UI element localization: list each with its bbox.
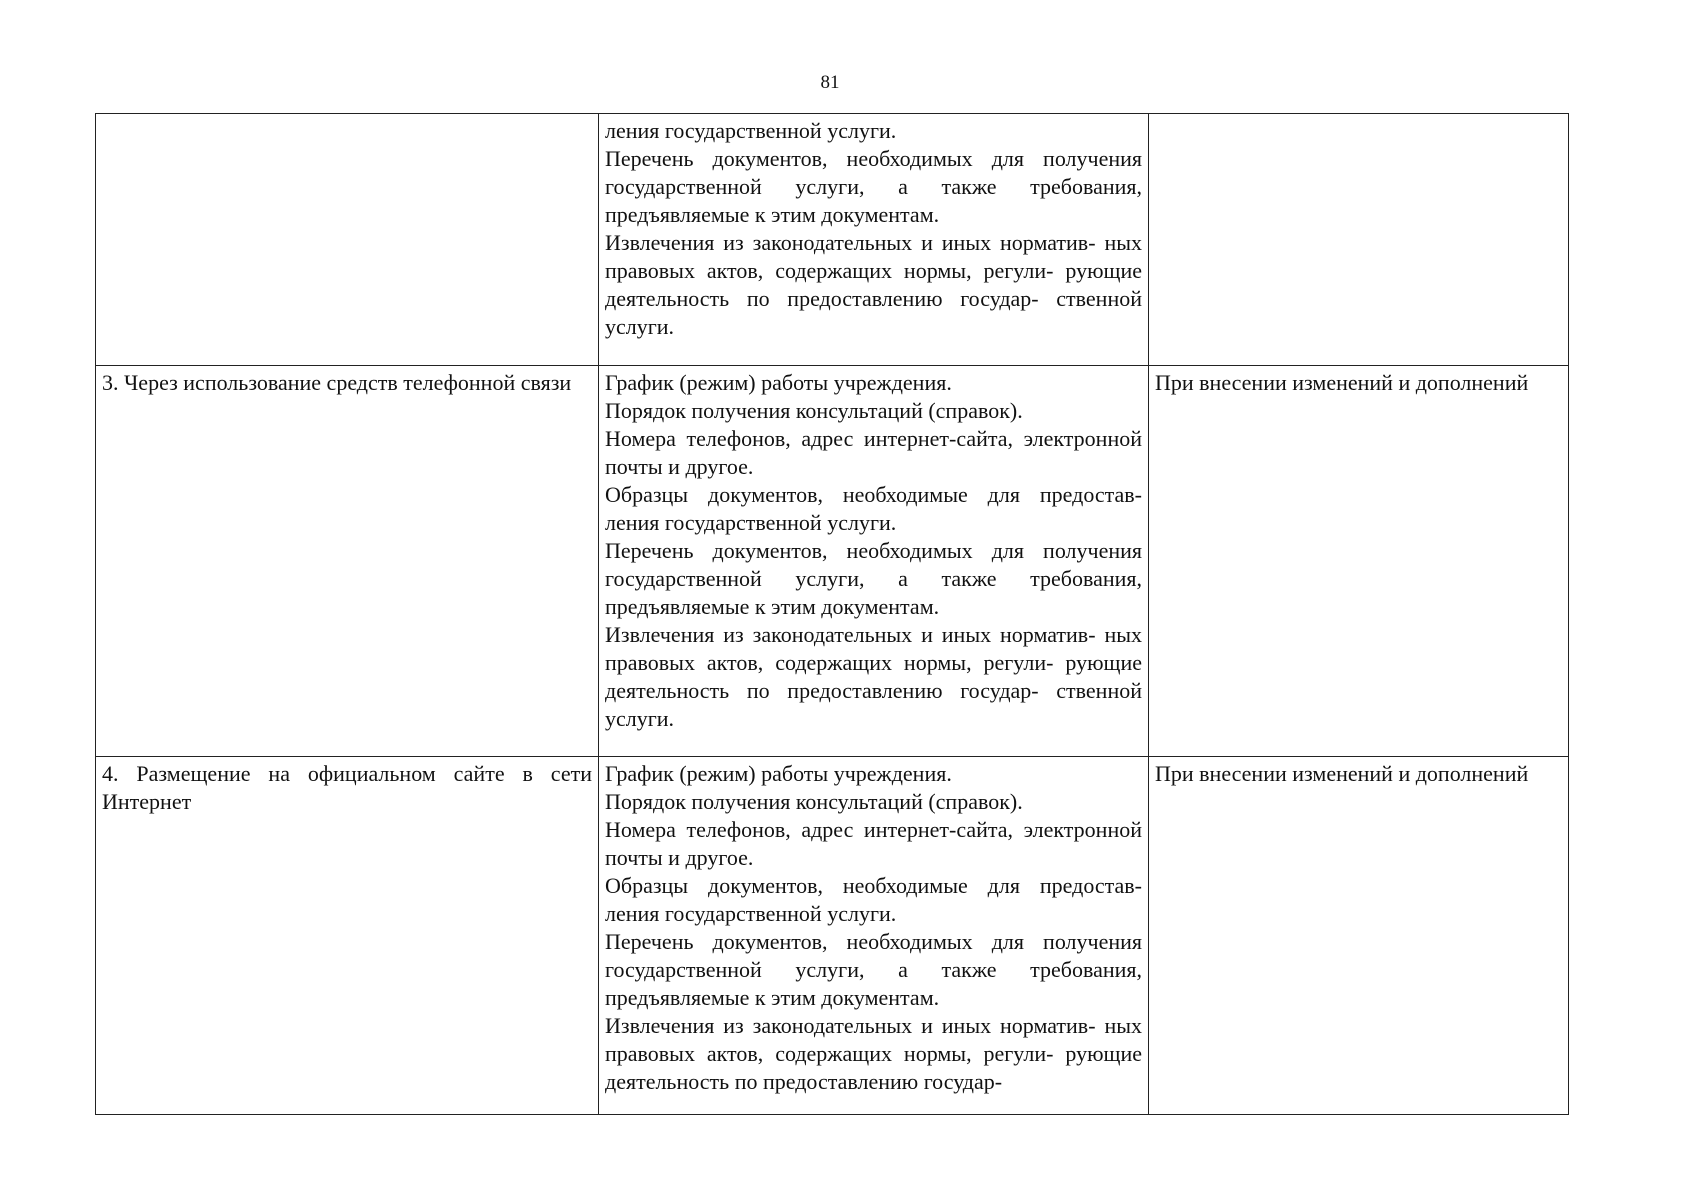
- method-cell: [96, 114, 599, 366]
- content-cell: [599, 366, 1149, 757]
- content-paragraph: Порядок получения консультаций (справок).: [605, 398, 1023, 423]
- method-cell: [96, 366, 599, 757]
- table-row: [96, 366, 1569, 757]
- content-paragraph: ления государственной услуги.: [605, 118, 897, 143]
- frequency-cell: [1149, 757, 1569, 1115]
- frequency-cell: [1149, 114, 1569, 366]
- content-paragraph: Перечень документов, необходимых для получения государственной услуги, а также требования, предъявляемые к этим документам.: [605, 146, 1142, 227]
- content-paragraph: Образцы документов, необходимые для предостав- ления государственной услуги.: [605, 482, 1142, 535]
- info-methods-table: [95, 113, 1569, 1115]
- method-text: 4. Размещение на официальном сайте в сети Интернет: [102, 761, 592, 814]
- page-number: 81: [820, 72, 840, 93]
- content-cell: [599, 757, 1149, 1115]
- table-row: [96, 114, 1569, 366]
- frequency-text: При внесении изменений и дополнений: [1155, 370, 1529, 395]
- content-cell: [599, 114, 1149, 366]
- content-paragraph: График (режим) работы учреждения.: [605, 761, 952, 786]
- content-paragraph: Перечень документов, необходимых для получения государственной услуги, а также требования, предъявляемые к этим документам.: [605, 538, 1142, 619]
- content-paragraph: Извлечения из законодательных и иных норматив- ных правовых актов, содержащих нормы, регули- рующие деятельность по предоставлению государ- ственной услуги.: [605, 230, 1142, 339]
- method-text: 3. Через использование средств телефонной связи: [102, 370, 572, 395]
- content-paragraph: Порядок получения консультаций (справок).: [605, 789, 1023, 814]
- content-paragraph: Номера телефонов, адрес интернет-сайта, электронной почты и другое.: [605, 817, 1142, 870]
- method-cell: [96, 757, 599, 1115]
- frequency-text: При внесении изменений и дополнений: [1155, 761, 1529, 786]
- frequency-cell: [1149, 366, 1569, 757]
- table-row: [96, 757, 1569, 1115]
- content-paragraph: Извлечения из законодательных и иных норматив- ных правовых актов, содержащих нормы, регули- рующие деятельность по предоставлению государ- ственной услуги.: [605, 622, 1142, 731]
- content-paragraph: Номера телефонов, адрес интернет-сайта, электронной почты и другое.: [605, 426, 1142, 479]
- content-paragraph: Перечень документов, необходимых для получения государственной услуги, а также требования, предъявляемые к этим документам.: [605, 929, 1142, 1010]
- content-paragraph: Образцы документов, необходимые для предостав- ления государственной услуги.: [605, 873, 1142, 926]
- content-paragraph: Извлечения из законодательных и иных норматив- ных правовых актов, содержащих нормы, регули- рующие деятельность по предоставлению государ-: [605, 1013, 1142, 1094]
- content-paragraph: График (режим) работы учреждения.: [605, 370, 952, 395]
